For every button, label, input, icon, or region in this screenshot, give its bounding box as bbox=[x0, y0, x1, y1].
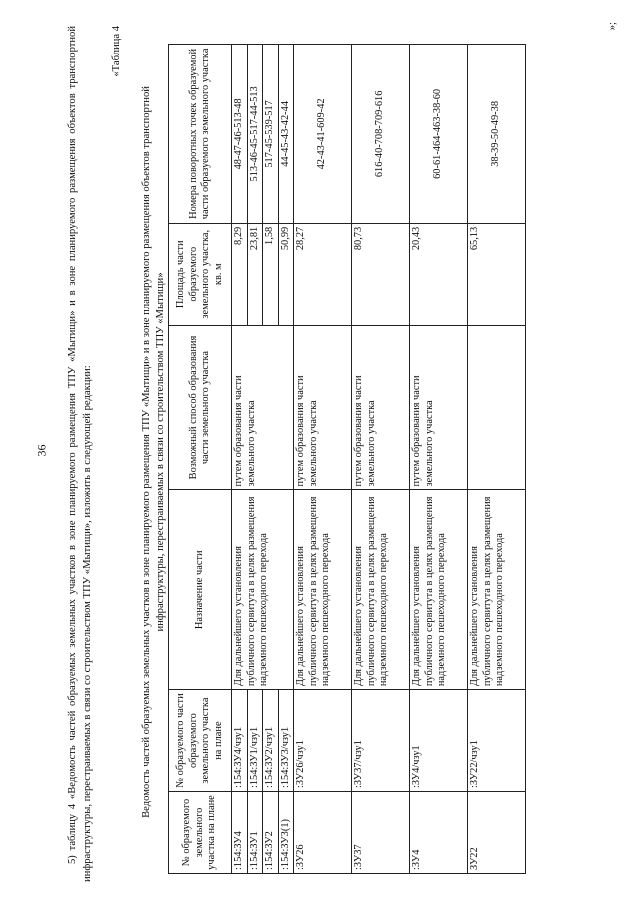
table-header-row bbox=[169, 45, 232, 874]
cell-part: :ЗУ37/чзу1 bbox=[352, 690, 410, 792]
cell-points: 513-46-45-517-44-513 bbox=[247, 45, 263, 224]
header-points: Номера поворотных точек образуемой части образуемого земельного участка bbox=[169, 45, 232, 224]
cell-plot: ЗУ22 bbox=[468, 792, 526, 874]
table-row bbox=[294, 45, 352, 874]
cell-method: путем образования части земельного участка bbox=[352, 325, 410, 490]
cell-part: :ЗУ26/чзу1 bbox=[294, 690, 352, 792]
cell-area: 65,13 bbox=[468, 223, 526, 325]
parts-table bbox=[168, 44, 526, 874]
cell-part: :ЗУ22/чзу1 bbox=[468, 690, 526, 792]
cell-purpose: Для дальнейшего установления публичного сервитута в целях размещения надземного пешеходного перехода bbox=[352, 490, 410, 690]
cell-purpose: Для дальнейшего установления публичного сервитута в целях размещения надземного пешеходного перехода bbox=[410, 490, 468, 690]
closing-mark: »; bbox=[607, 22, 618, 31]
table-row bbox=[232, 45, 248, 874]
cell-plot: :ЗУ26 bbox=[294, 792, 352, 874]
cell-area: 23,81 bbox=[247, 223, 263, 325]
intro-paragraph: 5) таблицу 4 «Ведомость частей образуемых земельных участков в зоне планируемого размещения ТПУ «Мытищи» и в зоне планируемого размещения объектов транспортной инфраструктуры, перестраиваемых в связи со строительством ТПУ «Мытищи», изложить в следующей редакции: bbox=[67, 26, 93, 882]
cell-points: 44-45-43-42-44 bbox=[278, 45, 294, 224]
cell-plot: :154:ЗУ2 bbox=[263, 792, 279, 874]
cell-part: :154:ЗУ2/чзу1 bbox=[263, 690, 279, 792]
cell-points: 60-61-464-463-38-60 bbox=[410, 45, 468, 224]
cell-plot: :154:ЗУ1 bbox=[247, 792, 263, 874]
cell-area: 50,99 bbox=[278, 223, 294, 325]
table-row bbox=[468, 45, 526, 874]
header-method: Возможный способ образования части земельного участка bbox=[169, 325, 232, 490]
cell-area: 80,73 bbox=[352, 223, 410, 325]
header-area: Площадь части образуемого земельного участка, кв. м bbox=[169, 223, 232, 325]
cell-points: 616-40-708-709-616 bbox=[352, 45, 410, 224]
table-marker: «Таблица 4 bbox=[111, 26, 122, 77]
cell-part: :ЗУ4/чзу1 bbox=[410, 690, 468, 792]
cell-purpose: Для дальнейшего установления публичного сервитута в целях размещения надземного пешеходного перехода bbox=[232, 490, 294, 690]
cell-points: 48-47-46-513-48 bbox=[232, 45, 248, 224]
cell-area: 28,27 bbox=[294, 223, 352, 325]
cell-part: :154:ЗУ3/чзу1 bbox=[278, 690, 294, 792]
rotated-page-content bbox=[66, 12, 626, 892]
cell-points: 517-45-539-517 bbox=[263, 45, 279, 224]
cell-method: путем образования части земельного участка bbox=[410, 325, 468, 490]
header-purpose: Назначение части bbox=[169, 490, 232, 690]
header-plot-number: № образуемого земельного участка на плане bbox=[169, 792, 232, 874]
cell-part: :154:ЗУ1/чзу1 bbox=[247, 690, 263, 792]
cell-purpose: Для дальнейшего установления публичного сервитута в целях размещения надземного пешеходного перехода bbox=[468, 490, 526, 690]
header-part-number: № образуемого части образуемого земельного участка на плане bbox=[169, 690, 232, 792]
cell-plot: :ЗУ37 bbox=[352, 792, 410, 874]
cell-area: 8,29 bbox=[232, 223, 248, 325]
table-caption: Ведомость частей образуемых земельных участков в зоне планируемого размещения ТПУ «Мытищи» и в зоне планируемого размещения объектов транспортной инфраструктуры, перестраиваемых в связи со строительством ТПУ «Мытищи» bbox=[141, 86, 166, 818]
cell-area: 1,58 bbox=[263, 223, 279, 325]
cell-area: 20,43 bbox=[410, 223, 468, 325]
cell-method bbox=[468, 325, 526, 490]
cell-purpose: Для дальнейшего установления публичного сервитута в целях размещения надземного пешеходного перехода bbox=[294, 490, 352, 690]
cell-method: путем образования части земельного участка bbox=[232, 325, 294, 490]
table-row bbox=[352, 45, 410, 874]
page-number-text: 36 bbox=[34, 444, 49, 456]
cell-plot: :ЗУ4 bbox=[410, 792, 468, 874]
cell-method: путем образования части земельного участка bbox=[294, 325, 352, 490]
page-number bbox=[30, 430, 54, 470]
table-row bbox=[410, 45, 468, 874]
cell-plot: :154:ЗУ3(1) bbox=[278, 792, 294, 874]
cell-points: 38-39-50-49-38 bbox=[468, 45, 526, 224]
cell-points: 42-43-41-609-42 bbox=[294, 45, 352, 224]
cell-part: :154:ЗУ4/чзу1 bbox=[232, 690, 248, 792]
cell-plot: :154:ЗУ4 bbox=[232, 792, 248, 874]
